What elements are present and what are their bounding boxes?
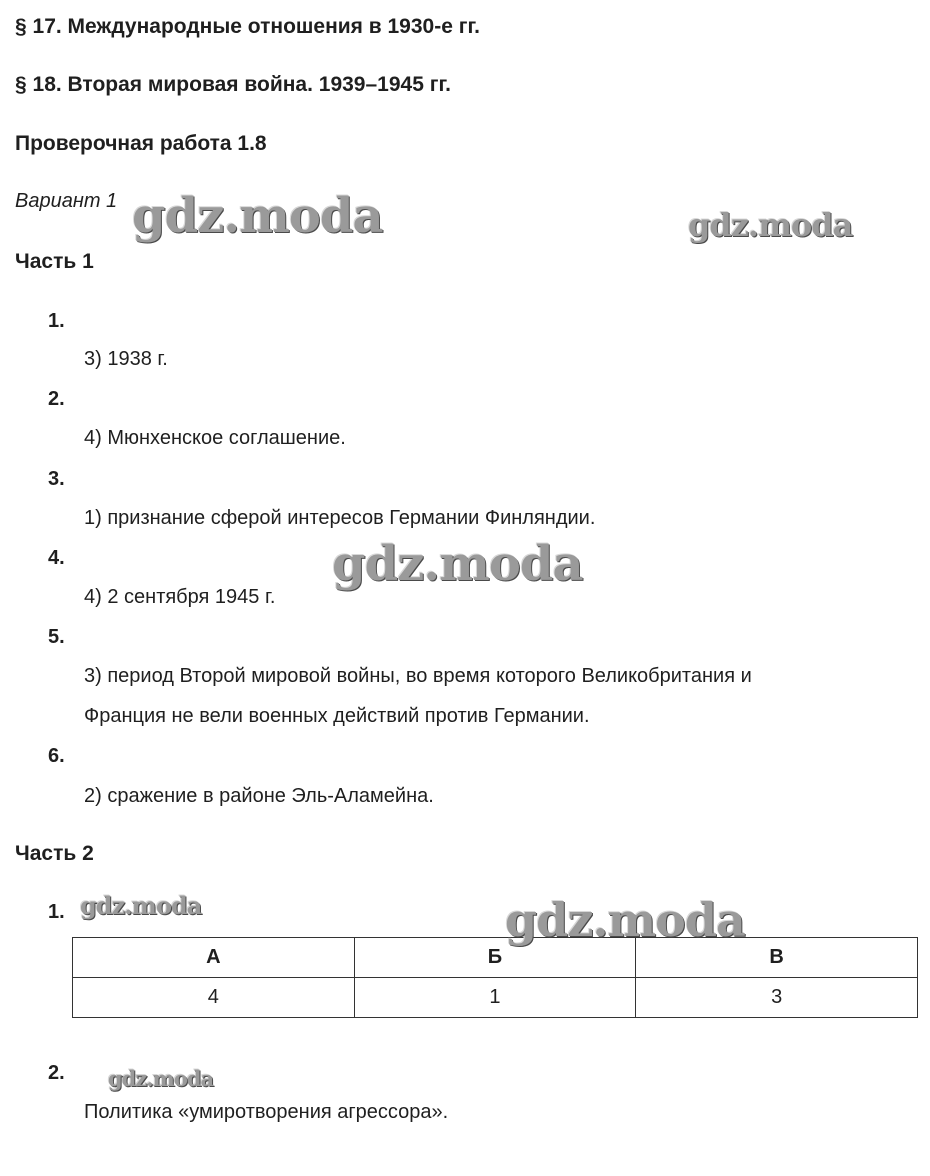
table-cell: 4 xyxy=(73,978,355,1018)
table-header-cell: В xyxy=(636,938,918,978)
question-number: 1. xyxy=(48,310,65,332)
question-number: 4. xyxy=(48,547,65,569)
answer-table xyxy=(72,937,918,1018)
answer-text: Франция не вели военных действий против Германии. xyxy=(84,705,590,727)
watermark: gdz.moda xyxy=(108,1066,214,1091)
table-cell: 3 xyxy=(636,978,918,1018)
table-cell: 1 xyxy=(354,978,636,1018)
question-number: 2. xyxy=(48,1062,65,1084)
answer-text: Политика «умиротворения агрессора». xyxy=(84,1101,449,1123)
watermark: gdz.moda xyxy=(505,893,745,947)
answer-text: 2) сражение в районе Эль-Аламейна. xyxy=(84,785,434,807)
question-number: 1. xyxy=(48,901,65,923)
watermark: gdz.moda xyxy=(688,206,853,244)
section-17-heading: § 17. Международные отношения в 1930-е гг. xyxy=(15,15,480,38)
part2-heading: Часть 2 xyxy=(15,842,94,865)
answer-text: 3) период Второй мировой войны, во время которого Великобритания и xyxy=(84,665,752,687)
section-18-heading: § 18. Вторая мировая война. 1939–1945 гг. xyxy=(15,73,451,96)
watermark: gdz.moda xyxy=(80,891,202,920)
table-header-cell: Б xyxy=(354,938,636,978)
table-header-row xyxy=(73,938,918,978)
question-number: 6. xyxy=(48,745,65,767)
answer-text: 1) признание сферой интересов Германии Финляндии. xyxy=(84,507,596,529)
answer-text: 4) 2 сентября 1945 г. xyxy=(84,586,276,608)
table-header-cell: А xyxy=(73,938,355,978)
watermark: gdz.moda xyxy=(132,188,383,244)
question-number: 5. xyxy=(48,626,65,648)
test-title: Проверочная работа 1.8 xyxy=(15,132,267,155)
variant-label: Вариант 1 xyxy=(15,190,118,212)
answer-text: 3) 1938 г. xyxy=(84,348,168,370)
question-number: 3. xyxy=(48,468,65,490)
part1-heading: Часть 1 xyxy=(15,250,94,273)
question-number: 2. xyxy=(48,388,65,410)
table-row xyxy=(73,978,918,1018)
answer-text: 4) Мюнхенское соглашение. xyxy=(84,427,346,449)
watermark: gdz.moda xyxy=(332,536,583,592)
